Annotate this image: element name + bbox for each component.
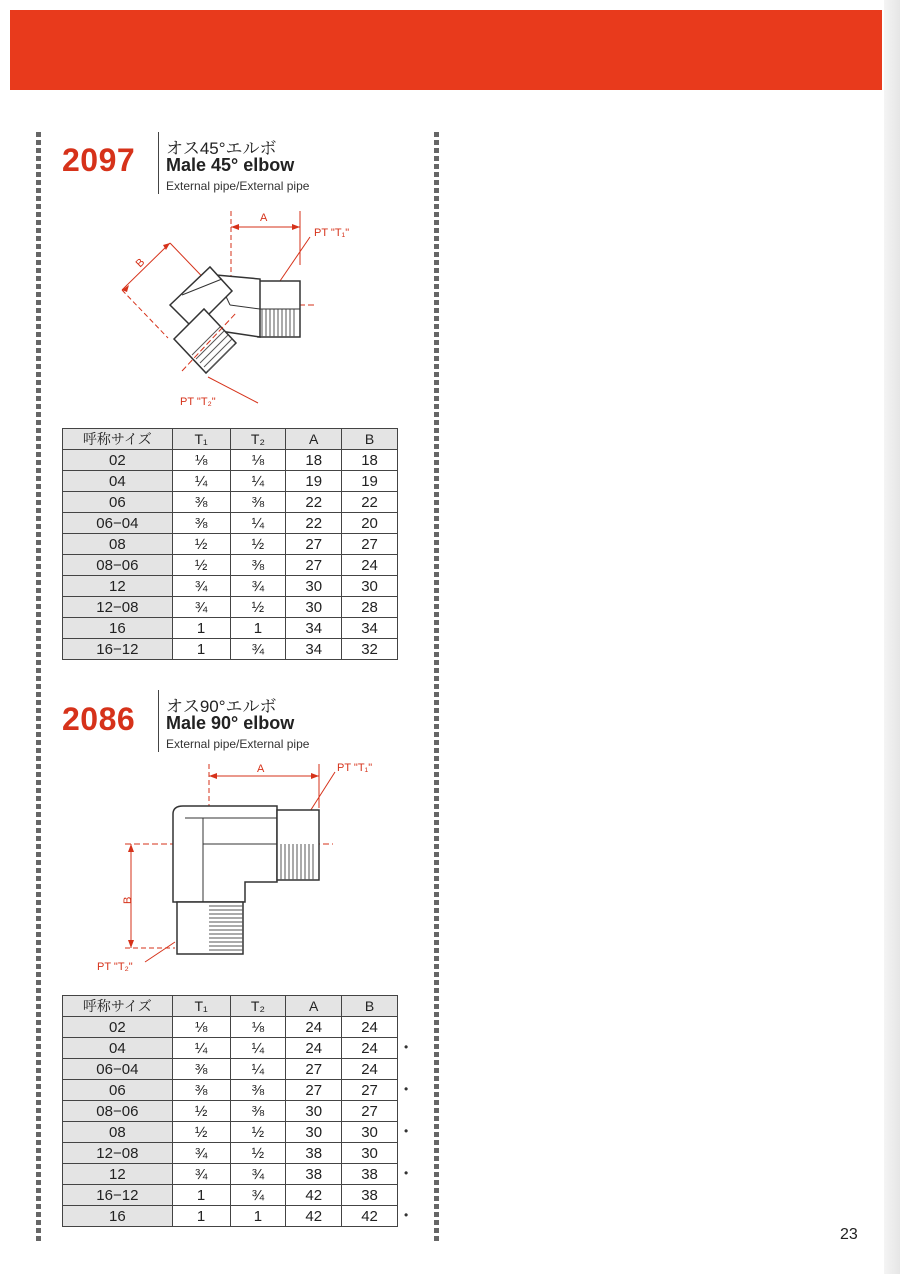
diagram-90-elbow (95, 758, 395, 980)
table-row (63, 639, 398, 660)
cell-size: 08−06 (63, 555, 173, 576)
table-row (63, 618, 398, 639)
cell-a: 22 (286, 492, 342, 513)
spec-table-2097 (62, 428, 398, 660)
cell-t2: ⅜ (230, 492, 286, 513)
table-row (63, 492, 398, 513)
t1-label-45: PT "T₁" (314, 227, 350, 239)
title-en-2086: Male 90° elbow (166, 713, 295, 733)
cell-a: 24 (286, 1017, 342, 1038)
cell-t1: ⅜ (172, 1080, 230, 1101)
product-code-2086: 2086 (62, 701, 136, 737)
product-code-2097: 2097 (62, 142, 136, 178)
cell-t1: ⅛ (172, 450, 230, 471)
row-marker: • (404, 1208, 409, 1222)
dim-a-label-90: A (257, 763, 265, 775)
cell-b: 22 (342, 492, 398, 513)
page-number: 23 (840, 1226, 858, 1243)
cell-t2: ¾ (230, 1185, 286, 1206)
cell-b: 30 (342, 1122, 398, 1143)
table-row (63, 1080, 398, 1101)
cell-a: 30 (286, 1101, 342, 1122)
col-header-a: A (286, 996, 342, 1017)
cell-t1: ¼ (172, 1038, 230, 1059)
cell-t1: ¼ (172, 471, 230, 492)
cell-a: 34 (286, 618, 342, 639)
cell-b: 28 (342, 597, 398, 618)
col-header-t2: T₂ (230, 429, 286, 450)
table-row (63, 1101, 398, 1122)
cell-a: 30 (286, 597, 342, 618)
cell-a: 38 (286, 1164, 342, 1185)
cell-a: 27 (286, 555, 342, 576)
row-marker: • (404, 1166, 409, 1180)
page-edge (884, 0, 900, 1274)
diagram-45-elbow (110, 205, 380, 415)
cell-size: 12−08 (63, 597, 173, 618)
cell-t2: 1 (230, 618, 286, 639)
cell-b: 34 (342, 618, 398, 639)
cell-size: 06−04 (63, 513, 173, 534)
col-header-t1: T₁ (172, 996, 230, 1017)
cell-b: 38 (342, 1185, 398, 1206)
cell-t2: ¼ (230, 1038, 286, 1059)
cell-size: 04 (63, 471, 173, 492)
dim-b-label-90: B (122, 896, 134, 904)
cell-t2: ¼ (230, 471, 286, 492)
cell-size: 16 (63, 618, 173, 639)
table-row (63, 513, 398, 534)
cell-size: 08−06 (63, 1101, 173, 1122)
cell-t1: ⅜ (172, 513, 230, 534)
cell-a: 24 (286, 1038, 342, 1059)
cell-t1: ½ (172, 1122, 230, 1143)
spec-table-2086 (62, 995, 398, 1227)
table-row (63, 1185, 398, 1206)
cell-a: 34 (286, 639, 342, 660)
cell-size: 02 (63, 450, 173, 471)
title-divider-2086 (158, 690, 159, 752)
cell-t2: ¾ (230, 1164, 286, 1185)
cell-t1: ¾ (172, 1164, 230, 1185)
cell-b: 42 (342, 1206, 398, 1227)
table-row (63, 1017, 398, 1038)
row-marker: • (404, 1124, 409, 1138)
cell-t2: ⅜ (230, 1080, 286, 1101)
cell-b: 19 (342, 471, 398, 492)
cell-size: 08 (63, 1122, 173, 1143)
cell-b: 27 (342, 1101, 398, 1122)
col-header-b: B (342, 996, 398, 1017)
cell-size: 12 (63, 576, 173, 597)
cell-t1: ½ (172, 534, 230, 555)
cell-b: 24 (342, 1059, 398, 1080)
table-row (63, 1038, 398, 1059)
table-row (63, 1206, 398, 1227)
cell-size: 04 (63, 1038, 173, 1059)
cell-a: 38 (286, 1143, 342, 1164)
cell-a: 30 (286, 576, 342, 597)
cell-t2: ½ (230, 1122, 286, 1143)
cell-t2: ¾ (230, 576, 286, 597)
cell-t1: ¾ (172, 576, 230, 597)
cell-size: 06 (63, 1080, 173, 1101)
cell-t1: ⅛ (172, 1017, 230, 1038)
table-header-row (63, 996, 398, 1017)
cell-t1: ¾ (172, 1143, 230, 1164)
cell-t1: 1 (172, 639, 230, 660)
title-jp-2086: オス90°エルボ (166, 697, 277, 716)
t2-label-45: PT "T₂" (180, 396, 216, 408)
col-header-b: B (342, 429, 398, 450)
cell-t1: 1 (172, 1185, 230, 1206)
cell-t1: ½ (172, 555, 230, 576)
table-row (63, 1122, 398, 1143)
t1-label-90: PT "T₁" (337, 762, 373, 774)
table-row (63, 450, 398, 471)
table-header-row (63, 429, 398, 450)
col-header-a: A (286, 429, 342, 450)
cell-b: 32 (342, 639, 398, 660)
cell-a: 42 (286, 1206, 342, 1227)
cell-t2: ½ (230, 597, 286, 618)
title-en-2097: Male 45° elbow (166, 155, 295, 175)
cell-a: 42 (286, 1185, 342, 1206)
cell-a: 19 (286, 471, 342, 492)
cell-size: 06−04 (63, 1059, 173, 1080)
header-band (10, 10, 882, 90)
title-divider-2097 (158, 132, 159, 194)
dim-a-label: A (260, 212, 268, 224)
row-marker: • (404, 1040, 409, 1054)
cell-b: 30 (342, 576, 398, 597)
table-row (63, 534, 398, 555)
cell-a: 27 (286, 1059, 342, 1080)
cell-size: 16−12 (63, 639, 173, 660)
table-row (63, 597, 398, 618)
cell-b: 20 (342, 513, 398, 534)
cell-t1: 1 (172, 618, 230, 639)
cell-t2: ¼ (230, 513, 286, 534)
cell-t1: ⅜ (172, 1059, 230, 1080)
cell-a: 27 (286, 1080, 342, 1101)
cell-size: 02 (63, 1017, 173, 1038)
cell-size: 06 (63, 492, 173, 513)
table-row (63, 471, 398, 492)
table-row (63, 555, 398, 576)
title-jp-2097: オス45°エルボ (166, 139, 277, 158)
col-header-t1: T₁ (172, 429, 230, 450)
left-dashed-rule (36, 132, 41, 1244)
cell-b: 38 (342, 1164, 398, 1185)
cell-b: 24 (342, 1038, 398, 1059)
cell-size: 12−08 (63, 1143, 173, 1164)
cell-a: 18 (286, 450, 342, 471)
cell-size: 16−12 (63, 1185, 173, 1206)
cell-b: 18 (342, 450, 398, 471)
table-row (63, 576, 398, 597)
cell-size: 08 (63, 534, 173, 555)
center-dashed-rule (434, 132, 439, 1244)
row-marker: • (404, 1082, 409, 1096)
cell-a: 27 (286, 534, 342, 555)
cell-t2: ½ (230, 1143, 286, 1164)
cell-t2: ¼ (230, 1059, 286, 1080)
table-row (63, 1059, 398, 1080)
cell-b: 27 (342, 1080, 398, 1101)
cell-a: 30 (286, 1122, 342, 1143)
title-sub-2097: External pipe/External pipe (166, 179, 310, 193)
cell-b: 30 (342, 1143, 398, 1164)
table-row (63, 1143, 398, 1164)
col-header-t2: T₂ (230, 996, 286, 1017)
cell-t1: 1 (172, 1206, 230, 1227)
t2-label-90: PT "T₂" (97, 961, 133, 973)
cell-b: 27 (342, 534, 398, 555)
cell-size: 12 (63, 1164, 173, 1185)
cell-t1: ½ (172, 1101, 230, 1122)
cell-size: 16 (63, 1206, 173, 1227)
col-header-size: 呼称サイズ (63, 429, 173, 450)
cell-t1: ¾ (172, 597, 230, 618)
cell-a: 22 (286, 513, 342, 534)
cell-t2: ⅜ (230, 1101, 286, 1122)
cell-t2: ½ (230, 534, 286, 555)
cell-t2: ⅜ (230, 555, 286, 576)
cell-t2: ⅛ (230, 1017, 286, 1038)
title-sub-2086: External pipe/External pipe (166, 737, 310, 751)
col-header-size: 呼称サイズ (63, 996, 173, 1017)
cell-t2: ¾ (230, 639, 286, 660)
cell-b: 24 (342, 1017, 398, 1038)
cell-t2: ⅛ (230, 450, 286, 471)
dim-b-label: B (133, 256, 148, 270)
cell-t1: ⅜ (172, 492, 230, 513)
table-row (63, 1164, 398, 1185)
cell-b: 24 (342, 555, 398, 576)
cell-t2: 1 (230, 1206, 286, 1227)
